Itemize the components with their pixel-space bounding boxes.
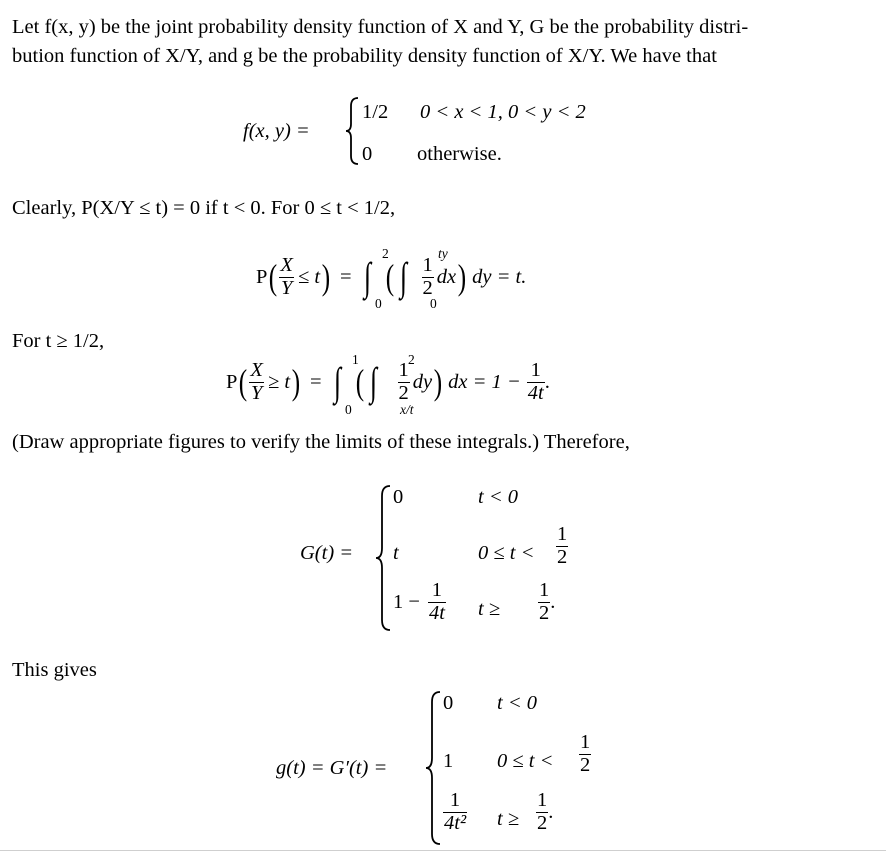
eq2-inner-lower: x/t — [400, 402, 414, 417]
G-case3-cond-fraction — [538, 580, 550, 624]
g-case2-fraction — [579, 732, 591, 776]
G-left-brace-icon — [375, 484, 393, 632]
intro-line-2: bution function of X/Y, and g be the probability density function of X/Y. We have that — [12, 45, 717, 67]
eq1-integrand-den: 2 — [422, 276, 433, 299]
g-left-brace-icon — [425, 690, 443, 846]
g-case3-num: 1 — [443, 790, 467, 813]
eq2-end: . — [544, 370, 550, 393]
G-case3-cond-num: 1 — [539, 579, 550, 601]
G-case3-end: . — [550, 590, 556, 613]
f-case2-value: 0 — [362, 143, 373, 165]
eq2-integrand-num: 1 — [398, 358, 409, 381]
eq1-integrand-num: 1 — [422, 253, 433, 276]
G-case3-num: 1 — [428, 580, 446, 603]
eq2-inner-integral-icon: ∫ — [369, 359, 377, 404]
G-case2-frac-num: 1 — [557, 523, 568, 545]
eq2-inner-close-paren-icon: ) — [433, 362, 443, 402]
f-case2-condition: otherwise. — [417, 143, 502, 165]
eq1-lhs-den: Y — [280, 276, 293, 299]
eq1-outer-integral-icon: ∫ — [363, 254, 371, 299]
g-case3-cond-fraction — [536, 790, 548, 834]
G-case3-den: 4t — [428, 601, 445, 624]
G-case1-value: 0 — [393, 486, 404, 508]
G-case3-cond-den: 2 — [539, 601, 550, 624]
eq1-P: P — [256, 265, 268, 288]
G-case2-value: t — [393, 542, 399, 564]
g-case3-cond-num: 1 — [537, 789, 548, 811]
g-case3-cond-den: 2 — [537, 811, 548, 834]
eq1-inner-integral-icon: ∫ — [399, 254, 407, 299]
g-case2-value: 1 — [443, 750, 454, 772]
draw-note-line: (Draw appropriate figures to verify the limits of these integrals.) Therefore, — [12, 431, 630, 453]
G-case3-fraction — [428, 580, 446, 624]
bottom-rule — [0, 850, 886, 851]
eq1-lhs-num: X — [280, 253, 293, 276]
g-case1-value: 0 — [443, 692, 454, 714]
g-case1-condition: t < 0 — [497, 692, 538, 714]
eq2-outer-upper: 1 — [352, 352, 359, 367]
intro-line-1: Let f(x, y) be the joint probability density function of X and Y, G be the probability distri- — [12, 16, 749, 38]
eq2-integrand-den: 2 — [398, 381, 409, 404]
eq2-inner-upper: 2 — [408, 352, 415, 367]
G-case3-condition: t ≥ — [478, 598, 501, 620]
left-brace-icon — [345, 96, 361, 166]
g-case3-condition: t ≥ — [497, 808, 520, 830]
eq2-lhs-fraction — [249, 360, 264, 404]
eq2-rhs-fraction — [527, 360, 545, 404]
this-gives-line: This gives — [12, 659, 97, 681]
eq2-inner-d: dy — [412, 370, 433, 393]
g-case3-fraction — [443, 790, 467, 834]
eq2-inner-open-paren-icon: ( — [355, 362, 364, 402]
g-case2-condition: 0 ≤ t < — [497, 750, 554, 772]
clearly-line: Clearly, P(X/Y ≤ t) = 0 if t < 0. For 0 ≤ t < 1/2, — [12, 197, 396, 219]
eq1-inner-lower: 0 — [430, 296, 437, 311]
g-case3-end: . — [548, 800, 554, 823]
f-case1-value: 1/2 — [362, 101, 389, 123]
eq1-open-paren-icon: ( — [269, 257, 278, 297]
eq1-inner-upper: ty — [438, 246, 448, 261]
eq1-inner-d: dx — [436, 265, 457, 288]
eq2-close-paren-icon: ) — [291, 362, 301, 402]
G-case1-condition: t < 0 — [478, 486, 519, 508]
eq2-P: P — [226, 370, 238, 393]
document-page: Let f(x, y) be the joint probability density function of X and Y, G be the probability distri- bution function of X/Y, and g be the probability density function of X/Y. We have that f(x, y) = 1/2 0 < x < 1, 0 < y < 2 0 otherwise. Clearly, P(X/Y ≤ t) = 0 if t < 0. For 0 ≤ t < 1/2, P ( $\frac{X}{Y}$ ≤ t ) = ∫ ( ∫ $\frac{1}{2}$ dx ) dy = t. 2 0 ty 0 For t ≥ 1/2, P ( $\frac{X}{Y}$ ≥ t ) = ∫ ( ∫ $\frac{1}{2}$ dy ) dx = 1 − $\frac{1}{4t}$ . 1 0 2 x/t (Draw appropriate figures to verify the limits of these integrals.) Therefore, G(t) = 0 t < 0 t 0 ≤ t < $\frac{1}{2}$ 1 − $\frac{1}{4t}$ t ≥ $\frac{1}{2}$ . This gives g(t) = G′(t) = 0 t < 0 1 0 ≤ t < $\frac{1}{2}$ $\frac{1}{\text{4t²}}$ t ≥ $\frac{1}{2}$ . — [0, 0, 886, 853]
eq1-inner-open-paren-icon: ( — [385, 257, 394, 297]
eq2-open-paren-icon: ( — [239, 362, 248, 402]
eq2-outer-d: dx = 1 − — [448, 370, 521, 393]
eq1-inner-close-paren-icon: ) — [457, 257, 467, 297]
G-case3-prefix: 1 − — [393, 590, 420, 613]
G-lhs: G(t) = — [300, 542, 354, 564]
eq2-lhs-relation: ≥ t — [267, 370, 291, 393]
eq1-lhs-fraction — [279, 255, 294, 299]
eq2-rhs-den: 4t — [527, 381, 544, 404]
g-case3-den: 4t² — [444, 811, 467, 834]
eq2-outer-integral-icon: ∫ — [333, 359, 341, 404]
f-lhs: f(x, y) = — [243, 120, 310, 142]
g-case2-frac-num: 1 — [580, 731, 591, 753]
g-lhs: g(t) = G′(t) = — [276, 757, 388, 779]
G-case2-frac-den: 2 — [557, 545, 568, 568]
eq1-lhs-relation: ≤ t — [297, 265, 321, 288]
eq1-outer-d: dy = t. — [472, 265, 527, 288]
eq2-rhs-num: 1 — [527, 360, 545, 383]
for-t-line: For t ≥ 1/2, — [12, 330, 105, 352]
G-case2-condition: 0 ≤ t < — [478, 542, 535, 564]
eq1-integrand — [422, 255, 434, 299]
eq1-outer-lower: 0 — [375, 296, 382, 311]
eq1-close-paren-icon: ) — [321, 257, 331, 297]
eq2-outer-lower: 0 — [345, 402, 352, 417]
eq2-lhs-den: Y — [250, 381, 263, 404]
eq2-lhs-num: X — [250, 358, 263, 381]
eq1-outer-upper: 2 — [382, 246, 389, 261]
g-case2-frac-den: 2 — [580, 753, 591, 776]
f-case1-condition: 0 < x < 1, 0 < y < 2 — [420, 101, 586, 123]
G-case2-fraction — [556, 524, 568, 568]
